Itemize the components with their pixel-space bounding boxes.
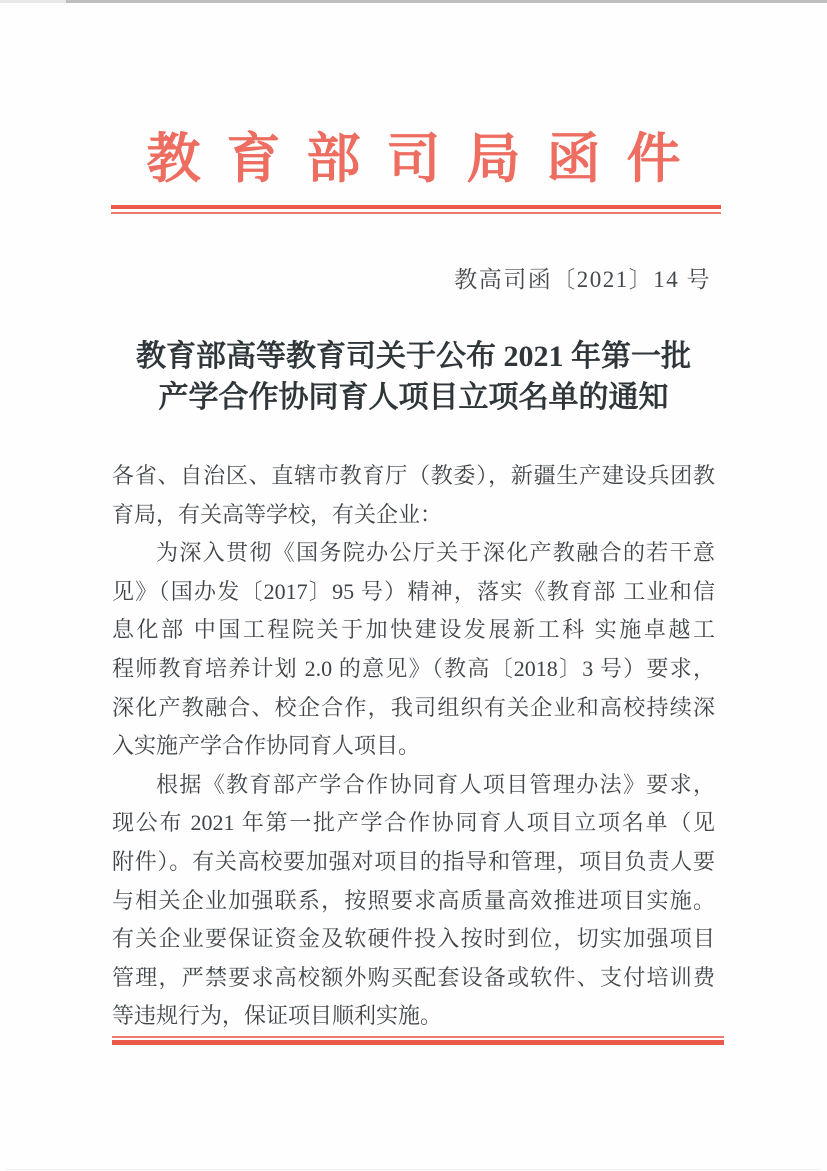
body-line: 与相关企业加强联系，按照要求高质量高效推进项目实施。 bbox=[112, 887, 715, 913]
body-line: 管理，严禁要求高校额外购买配套设备或软件、支付培训费 bbox=[112, 964, 715, 990]
body-line: 附件）。有关高校要加强对项目的指导和管理，项目负责人要 bbox=[112, 848, 715, 874]
body-line: 各省、自治区、直辖市教育厅（教委），新疆生产建设兵团教 bbox=[112, 463, 715, 488]
notice-title bbox=[62, 336, 765, 418]
notice-body bbox=[112, 457, 715, 1036]
notice-title-line-2: 产学合作协同育人项目立项名单的通知 bbox=[158, 381, 669, 414]
masthead-double-rule bbox=[111, 205, 721, 214]
body-line: 根据《教育部产学合作协同育人项目管理办法》要求， bbox=[156, 771, 715, 797]
body-line: 育局，有关高等学校，有关企业： bbox=[112, 501, 443, 527]
scan-edge-artifact bbox=[0, 0, 827, 3]
scan-edge-artifact-light bbox=[0, 0, 66, 3]
doc-number: 教高司函〔2021〕14 号 bbox=[454, 267, 711, 292]
scan-edge-artifact-bottom bbox=[6, 1169, 821, 1170]
body-line: 息化部 中国工程院关于加快建设发展新工科 实施卓越工 bbox=[112, 617, 715, 643]
body-line: 有关企业要保证资金及软硬件投入按时到位，切实加强项目 bbox=[112, 926, 715, 952]
masthead-title: 教育部司局函件 bbox=[146, 129, 707, 189]
body-line: 深化产教融合、校企合作，我司组织有关企业和高校持续深 bbox=[112, 694, 715, 720]
footer-double-rule bbox=[112, 1036, 724, 1045]
body-line: 见》（国办发〔2017〕95 号）精神，落实《教育部 工业和信 bbox=[112, 578, 715, 604]
notice-title-line-1: 教育部高等教育司关于公布 2021 年第一批 bbox=[136, 340, 691, 373]
body-line: 等违规行为，保证项目顺利实施。 bbox=[112, 1003, 443, 1029]
body-line: 入实施产学合作协同育人项目。 bbox=[112, 733, 421, 759]
body-line: 现公布 2021 年第一批产学合作协同育人项目立项名单（见 bbox=[112, 810, 715, 836]
body-line: 程师教育培养计划 2.0 的意见》（教高〔2018〕3 号）要求， bbox=[112, 655, 715, 681]
body-line: 为深入贯彻《国务院办公厅关于深化产教融合的若干意 bbox=[156, 540, 715, 566]
